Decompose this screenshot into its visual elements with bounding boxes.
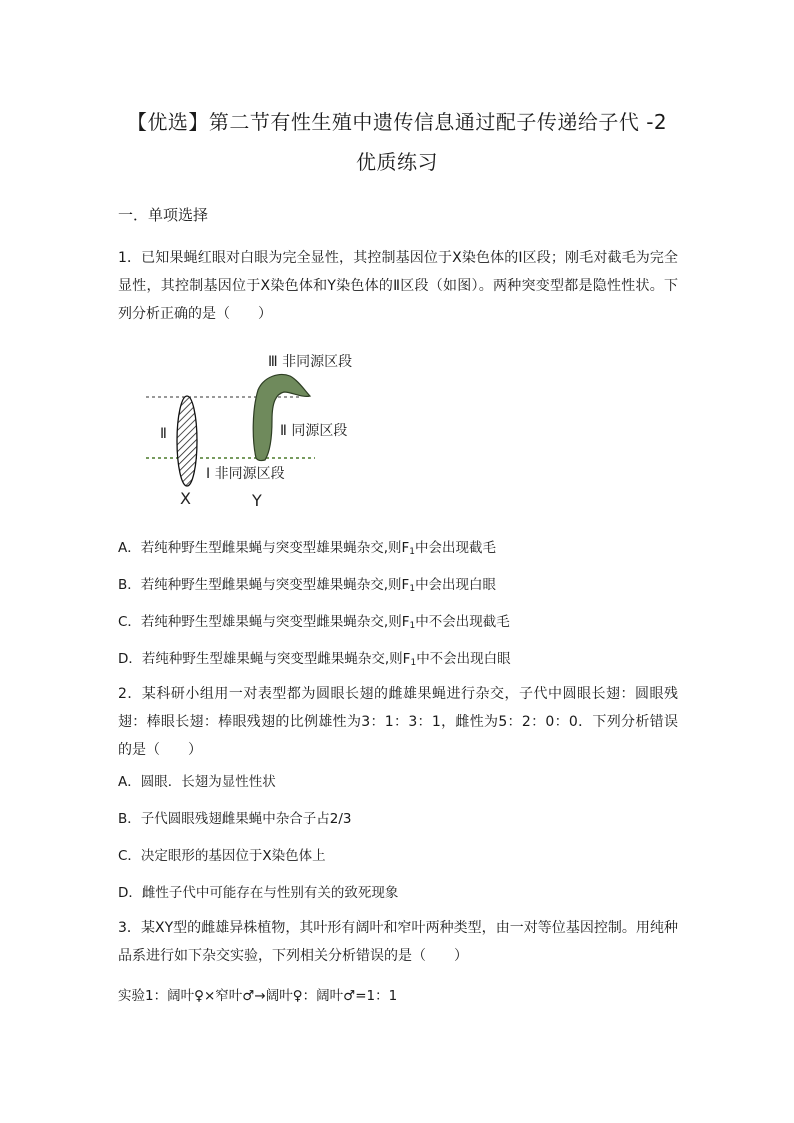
- question-2-option-b: B．子代圆眼残翅雌果蝇中杂合子占2/3: [118, 811, 352, 827]
- question-2-stem: 2．某科研小组用一对表型都为圆眼长翅的雌雄果蝇进行杂交，子代中圆眼长翅：圆眼残翅：棒眼长翅：棒眼残翅的比例雄性为3：1：3：1，雌性为5：2：0：0．下列分析错误的是（ ）: [118, 686, 678, 758]
- question-1-option-d: D．若纯种野生型雄果蝇与突变型雌果蝇杂交,则$F_1$中不会出现白眼: [118, 651, 511, 668]
- question-3-stem: 3．某XY型的雌雄异株植物，其叶形有阔叶和窄叶两种类型，由一对等位基因控制。用纯种品系进行如下杂交实验，下列相关分析错误的是（ ）: [118, 920, 678, 964]
- label-region-III: Ⅲ 非同源区段: [268, 354, 353, 370]
- chromosome-figure: [140, 340, 390, 515]
- label-region-II-left: Ⅱ: [160, 426, 167, 442]
- question-1-stem: 1．已知果蝇红眼对白眼为完全显性，其控制基因位于X染色体的Ⅰ区段；刚毛对截毛为完全显性，其控制基因位于X染色体和Y染色体的Ⅱ区段（如图）。两种突变型都是隐性性状。下列分析正确的是（ ）: [118, 250, 678, 322]
- x-chromosome: [177, 396, 197, 486]
- question-1-option-c: C．若纯种野生型雄果蝇与突变型雌果蝇杂交,则$F_1$中不会出现截毛: [118, 614, 510, 631]
- question-1-option-a: A．若纯种野生型雌果蝇与突变型雄果蝇杂交,则$F_1$中会出现截毛: [118, 540, 497, 557]
- label-x: X: [180, 489, 191, 508]
- question-2-option-c: C．决定眼形的基因位于X染色体上: [118, 848, 326, 864]
- question-3-experiment-1: 实验1：阔叶♀×窄叶♂→阔叶♀：阔叶♂=1：1: [118, 988, 398, 1004]
- question-1-option-b: B．若纯种野生型雌果蝇与突变型雄果蝇杂交,则$F_1$中会出现白眼: [118, 577, 497, 594]
- document-title-line1: 【优选】第二节有性生殖中遗传信息通过配子传递给子代 -2: [126, 110, 668, 134]
- label-y: Y: [252, 491, 262, 510]
- label-region-II-right: Ⅱ 同源区段: [280, 423, 348, 439]
- question-2-option-d: D．雌性子代中可能存在与性别有关的致死现象: [118, 885, 399, 901]
- document-title-line2: 优质练习: [356, 150, 438, 174]
- section-heading: 一．单项选择: [118, 206, 209, 224]
- label-region-I: Ⅰ 非同源区段: [206, 466, 285, 482]
- y-chromosome: [253, 375, 310, 461]
- question-2-option-a: A．圆眼．长翅为显性性状: [118, 774, 276, 790]
